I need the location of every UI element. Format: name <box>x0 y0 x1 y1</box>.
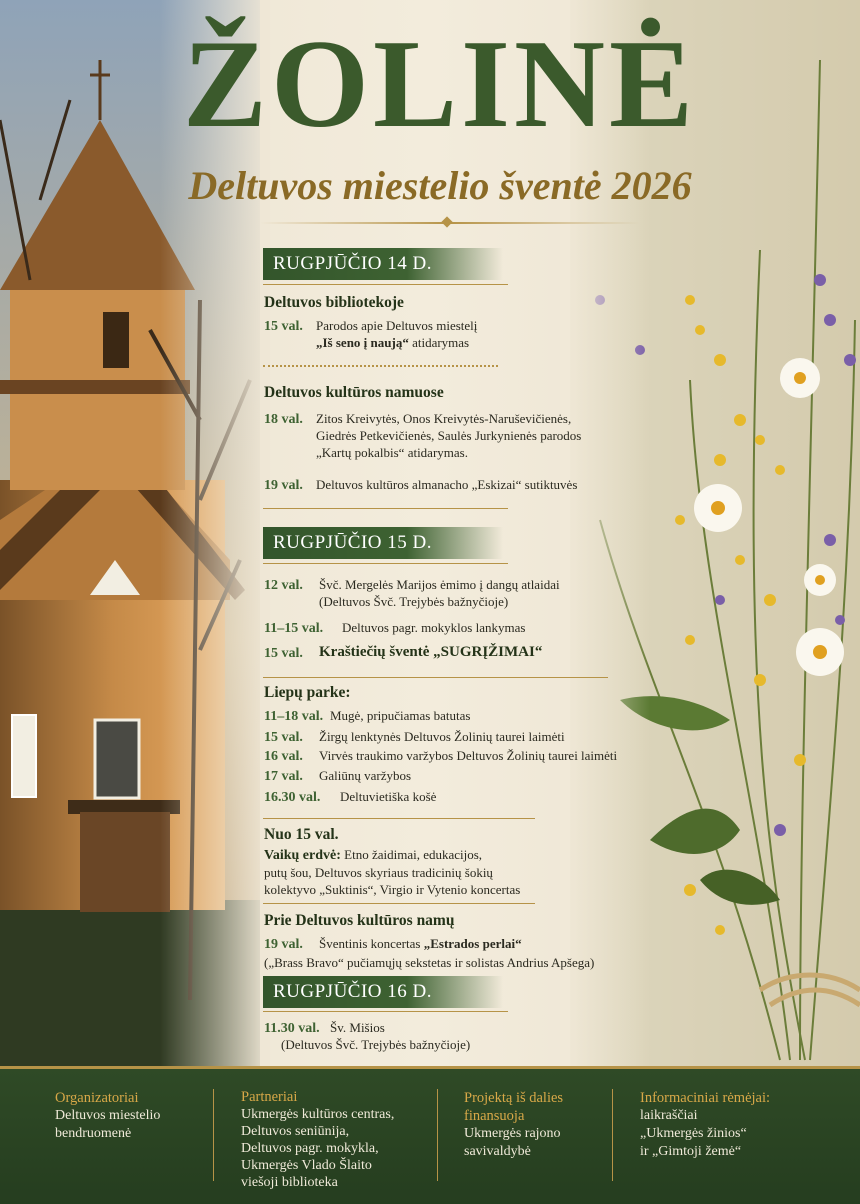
event-text: „Kartų pokalbis“ atidarymas. <box>316 445 468 460</box>
event-time: 18 val. <box>264 412 303 427</box>
media-sponsor-name: „Ukmergės žinios“ <box>640 1126 747 1141</box>
event-almanac <box>264 476 577 494</box>
church-illustration <box>0 0 270 1066</box>
event-text: kolektyvo „Suktinis“, Virgio ir Vytenio koncertas <box>264 882 521 897</box>
event-title-bold: „Estrados perlai“ <box>423 936 522 951</box>
event-text-tail: atidarymas <box>408 335 470 350</box>
kids-time-heading: Nuo 15 val. <box>264 826 339 843</box>
event-time: 16.30 val. <box>264 790 321 805</box>
event-time: 15 val. <box>264 646 303 661</box>
event-school-visit <box>264 619 525 637</box>
event-homecoming <box>264 644 542 662</box>
event-concert <box>264 935 522 953</box>
poster-title: ŽOLINĖ <box>182 15 698 154</box>
event-description: Deltuvos pagr. mokyklos lankymas <box>342 620 526 635</box>
concert-performers: („Brass Bravo“ pučiamųjų sekstetas ir solistas Andrius Apšega) <box>264 955 595 970</box>
event-time: 15 val. <box>264 319 303 334</box>
event-time: 16 val. <box>264 749 303 764</box>
funding-heading: finansuoja <box>464 1108 525 1124</box>
event-description <box>319 935 522 952</box>
footer-separator <box>437 1089 438 1181</box>
media-sponsors-block <box>640 1089 770 1161</box>
partner-name: Ukmergės Vlado Šlaito <box>241 1158 372 1173</box>
event-time: 19 val. <box>264 937 303 952</box>
venue-outside-culture-house: Prie Deltuvos kultūros namų <box>264 912 455 929</box>
media-sponsor-name: ir „Gimtoji žemė“ <box>640 1144 742 1159</box>
event-text: putų šou, Deltuvos skyriaus tradicinių šokių <box>264 865 493 880</box>
event-description: Deltuvos kultūros almanacho „Eskizai“ sutiktuvės <box>316 477 578 492</box>
media-sponsor-name: laikraščiai <box>640 1108 698 1123</box>
wildflower-bouquet-illustration <box>560 0 860 1066</box>
poster-subtitle: Deltuvos miestelio šventė 2026 <box>188 163 692 208</box>
dotted-separator <box>263 365 498 367</box>
event-family-exhibition <box>264 410 581 461</box>
organizer-name: Deltuvos miestelio <box>55 1108 161 1123</box>
event-description <box>316 317 477 351</box>
partners-heading: Partneriai <box>241 1089 298 1105</box>
event-time: 11–15 val. <box>264 621 324 636</box>
event-text: Etno žaidimai, edukacijos, <box>340 847 483 862</box>
event-text: Švč. Mergelės Marijos ėmimo į dangų atlaidai <box>319 577 560 592</box>
event-description: Deltuvietiška košė <box>340 789 437 804</box>
event-description: Kraštiečių šventė „SUGRĮŽIMAI“ <box>319 644 543 660</box>
event-holy-mass <box>264 1019 385 1037</box>
event-porridge <box>264 788 436 806</box>
event-library-exhibition <box>264 317 477 351</box>
day-14-header: RUGPJŪČIO 14 D. <box>263 248 503 280</box>
event-description <box>319 576 560 610</box>
event-text: Zitos Kreivytės, Onos Kreivytės-Naruševičienės, <box>316 411 572 426</box>
event-time: 19 val. <box>264 478 303 493</box>
event-text: Parodos apie Deltuvos miestelį <box>316 318 478 333</box>
mass-location: (Deltuvos Švč. Trejybės bažnyčioje) <box>281 1037 471 1052</box>
organizer-name: bendruomenė <box>55 1126 132 1141</box>
event-description: Mugė, pripučiamas batutas <box>330 708 471 723</box>
media-sponsors-heading: Informaciniai rėmėjai: <box>640 1090 771 1106</box>
partner-name: Deltuvos pagr. mokykla, <box>241 1141 379 1156</box>
footer-separator <box>612 1089 613 1181</box>
footer <box>0 1066 860 1204</box>
event-fair <box>264 707 470 725</box>
day-16-header: RUGPJŪČIO 16 D. <box>263 976 503 1008</box>
section-separator <box>263 677 608 678</box>
section-separator <box>263 818 535 819</box>
event-description <box>316 410 581 461</box>
event-tug-of-war <box>264 747 617 765</box>
organizers-heading: Organizatoriai <box>55 1090 139 1106</box>
partner-name: viešoji biblioteka <box>241 1175 338 1190</box>
partners-block <box>241 1089 394 1191</box>
event-description: Virvės traukimo varžybos Deltuvos Žolinių taurei laimėti <box>319 748 618 763</box>
organizers-block <box>55 1089 160 1143</box>
event-strongman <box>264 767 411 785</box>
kids-area-description <box>264 846 520 898</box>
event-time: 12 val. <box>264 578 303 593</box>
venue-culture-house: Deltuvos kultūros namuose <box>264 384 444 401</box>
day-15-underline <box>263 563 508 564</box>
event-mass-feast <box>264 576 560 610</box>
event-horse-race <box>264 728 565 746</box>
day-14-underline <box>263 284 508 285</box>
funding-block <box>464 1089 563 1161</box>
event-description: Galiūnų varžybos <box>319 768 412 783</box>
partner-name: Ukmergės kultūros centras, <box>241 1107 395 1122</box>
day-16-underline <box>263 1011 508 1012</box>
funder-name: Ukmergės rajono <box>464 1126 561 1141</box>
kids-area-label: Vaikų erdvė: <box>264 848 341 863</box>
event-text: Šventinis koncertas <box>319 936 424 951</box>
event-time: 17 val. <box>264 769 303 784</box>
event-text: Giedrės Petkevičienės, Saulės Jurkynienės parodos <box>316 428 582 443</box>
event-time: 15 val. <box>264 730 303 745</box>
footer-separator <box>213 1089 214 1181</box>
event-text: (Deltuvos Švč. Trejybės bažnyčioje) <box>319 594 509 609</box>
event-description: Žirgų lenktynės Deltuvos Žolinių taurei laimėti <box>319 729 565 744</box>
partner-name: Deltuvos seniūnija, <box>241 1124 350 1139</box>
section-separator <box>263 903 535 904</box>
section-separator <box>263 508 508 509</box>
venue-library: Deltuvos bibliotekoje <box>264 294 404 311</box>
funding-heading: Projektą iš dalies <box>464 1090 564 1106</box>
day-15-header: RUGPJŪČIO 15 D. <box>263 527 503 559</box>
venue-park: Liepų parke: <box>264 684 351 701</box>
event-title-bold: „Iš seno į naują“ <box>316 335 409 350</box>
event-description: Šv. Mišios <box>330 1020 385 1035</box>
event-time: 11–18 val. <box>264 709 324 724</box>
funder-name: savivaldybė <box>464 1144 531 1159</box>
event-time: 11.30 val. <box>264 1021 320 1036</box>
